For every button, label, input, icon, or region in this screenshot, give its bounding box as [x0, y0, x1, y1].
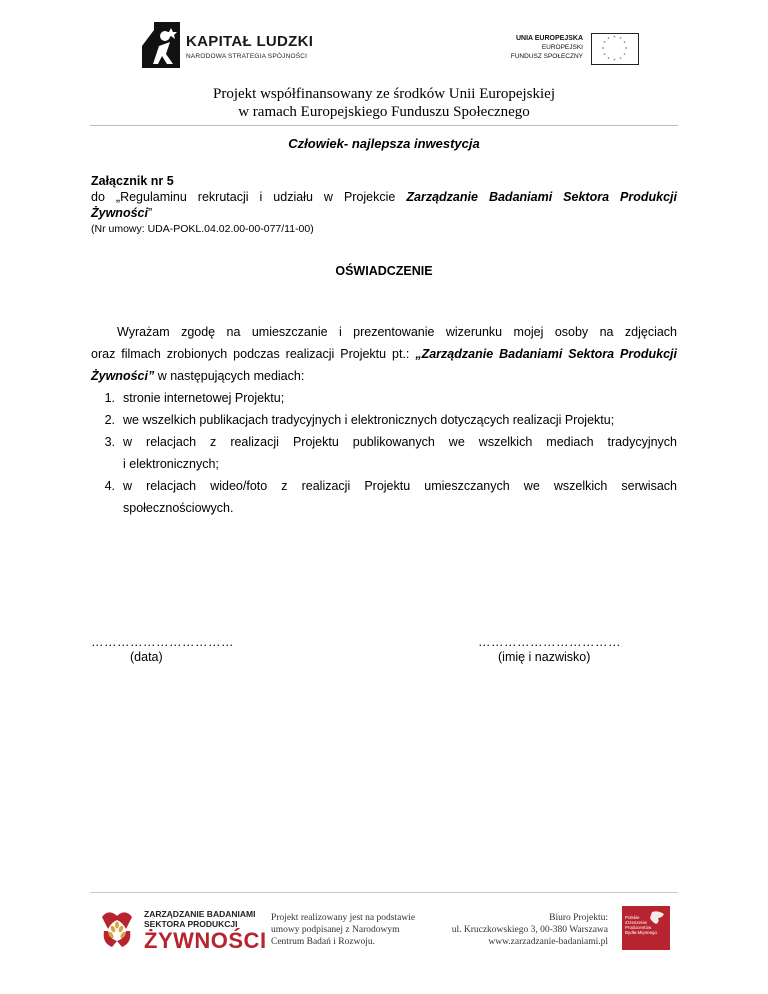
footer-divider	[90, 892, 678, 893]
list-item-number: 4.	[104, 479, 115, 493]
svg-text:*: *	[613, 35, 616, 40]
zbs-logo-line2: SEKTORA PRODUKCJI	[144, 919, 238, 929]
consent-intro-b: oraz filmach zrobionych podczas realizacji Projektu pt.:	[91, 347, 416, 361]
zarzadzanie-badaniami-logo	[98, 905, 267, 955]
footer-funding-line1: Projekt realizowany jest na podstawie	[271, 913, 416, 923]
eu-logo-line2: EUROPEJSKI	[541, 44, 583, 51]
svg-text:*: *	[623, 40, 626, 46]
list-item-text-cont: społecznościowych.	[123, 501, 234, 515]
handshake-wheat-emblem-icon	[98, 907, 136, 951]
consent-intro-line3	[91, 365, 677, 387]
list-item-number: 3.	[104, 435, 115, 449]
consent-intro-c: w następujących mediach:	[154, 369, 305, 383]
annex-ref-suffix: ”	[147, 206, 153, 220]
date-label: (data)	[130, 650, 163, 664]
eu-logo	[485, 30, 645, 70]
zbs-logo-line3: ŻYWNOŚCI	[144, 928, 267, 953]
consent-intro-line1: Wyrażam zgodę na umieszczanie i prezentowanie wizerunku mojej osoby na zdjęciach	[117, 325, 677, 339]
annex-title: Załącznik nr 5	[91, 174, 174, 188]
consent-project-name-b: Żywności”	[91, 369, 155, 383]
footer-website: www.zarzadzanie-badaniami.pl	[488, 937, 608, 947]
svg-text:*: *	[603, 40, 606, 46]
list-item-text: stronie internetowej Projektu;	[123, 391, 285, 405]
header-divider	[90, 125, 678, 126]
partner-logo-line1: Polskie	[625, 915, 640, 920]
kapital-ludzki-title: KAPITAŁ LUDZKI	[186, 33, 314, 50]
partner-logo	[622, 906, 670, 950]
eu-flag-icon	[591, 33, 639, 65]
annex-block	[91, 173, 677, 236]
annex-reference-line2	[91, 205, 677, 221]
partner-logo-line3: Producentów	[625, 925, 652, 930]
kapital-ludzki-subtitle: NARODOWA STRATEGIA SPÓJNOŚCI	[186, 53, 308, 60]
svg-text:*: *	[607, 56, 610, 62]
annex-project-name-a: Zarządzanie Badaniami Sektora Produkcji	[406, 190, 678, 204]
name-signature-line: ……………………………	[478, 635, 621, 649]
list-item-text: we wszelkich publikacjach tradycyjnych i elektronicznych dotyczących realizacji Projektu;	[123, 413, 615, 427]
footer-funding-line3: Centrum Badań i Rozwoju.	[271, 937, 375, 947]
partner-logo-line2: Zrzeszenie	[625, 920, 648, 925]
document-title: OŚWIADCZENIE	[335, 264, 433, 278]
list-item-text: w relacjach wideo/foto z realizacji Projektu umieszczanych we wszelkich serwisach	[123, 479, 677, 493]
svg-text:*: *	[625, 46, 627, 52]
eu-logo-text	[511, 34, 583, 61]
list-item	[91, 475, 677, 519]
footer-address: ul. Kruczkowskiego 3, 00-380 Warszawa	[451, 925, 608, 935]
list-item-text: w relacjach z realizacji Projektu publikowanych we wszelkich mediach tradycyjnych	[123, 435, 677, 449]
svg-text:*: *	[619, 36, 622, 42]
list-item-number: 2.	[104, 413, 115, 427]
consent-project-name-a: „Zarządzanie Badaniami Sektora Produkcji	[415, 347, 677, 361]
svg-text:*: *	[603, 52, 606, 58]
list-item	[91, 431, 677, 475]
eu-logo-line3: FUNDUSZ SPOŁECZNY	[510, 53, 583, 60]
list-item	[91, 409, 677, 431]
partner-logo-text	[625, 915, 657, 935]
kapital-ludzki-emblem-icon	[140, 20, 184, 72]
svg-text:*: *	[602, 46, 604, 52]
annex-reference-line1	[91, 189, 677, 205]
eu-logo-line1: UNIA EUROPEJSKA	[515, 35, 583, 42]
slogan: Człowiek- najlepsza inwestycja	[288, 136, 480, 151]
list-item-number: 1.	[104, 391, 115, 405]
cofinancing-statement	[0, 85, 768, 121]
annex-ref-prefix: do „Regulaminu rekrutacji i udziału w Projekcie	[91, 190, 407, 204]
footer-office-label: Biuro Projektu:	[549, 913, 608, 923]
svg-text:*: *	[613, 58, 616, 63]
list-item	[91, 387, 677, 409]
zbs-logo-line1: ZARZĄDZANIE BADANIAMI	[144, 909, 256, 919]
footer-contact	[430, 912, 608, 948]
svg-text:*: *	[623, 52, 626, 58]
cofinancing-line2: w ramach Europejskiego Funduszu Społecznego	[238, 104, 530, 120]
partner-logo-line4: Bydła Mięsnego	[625, 930, 658, 935]
annex-project-name-b: Żywności	[91, 206, 148, 220]
media-list	[91, 387, 677, 519]
cofinancing-line1: Projekt współfinansowany ze środków Unii Europejskiej	[212, 86, 556, 102]
footer-funding-line2: umowy podpisanej z Narodowym	[271, 925, 400, 935]
list-item-text-cont: i elektronicznych;	[123, 457, 219, 471]
svg-text:*: *	[619, 56, 622, 62]
svg-text:*: *	[607, 36, 610, 42]
contract-number: (Nr umowy: UDA-POKL.04.02.00-00-077/11-00)	[91, 223, 314, 235]
date-signature-line: ……………………………	[91, 635, 234, 649]
consent-intro-line2	[91, 343, 677, 365]
kapital-ludzki-logo	[140, 20, 340, 80]
name-label: (imię i nazwisko)	[498, 650, 591, 664]
consent-body	[91, 321, 677, 519]
